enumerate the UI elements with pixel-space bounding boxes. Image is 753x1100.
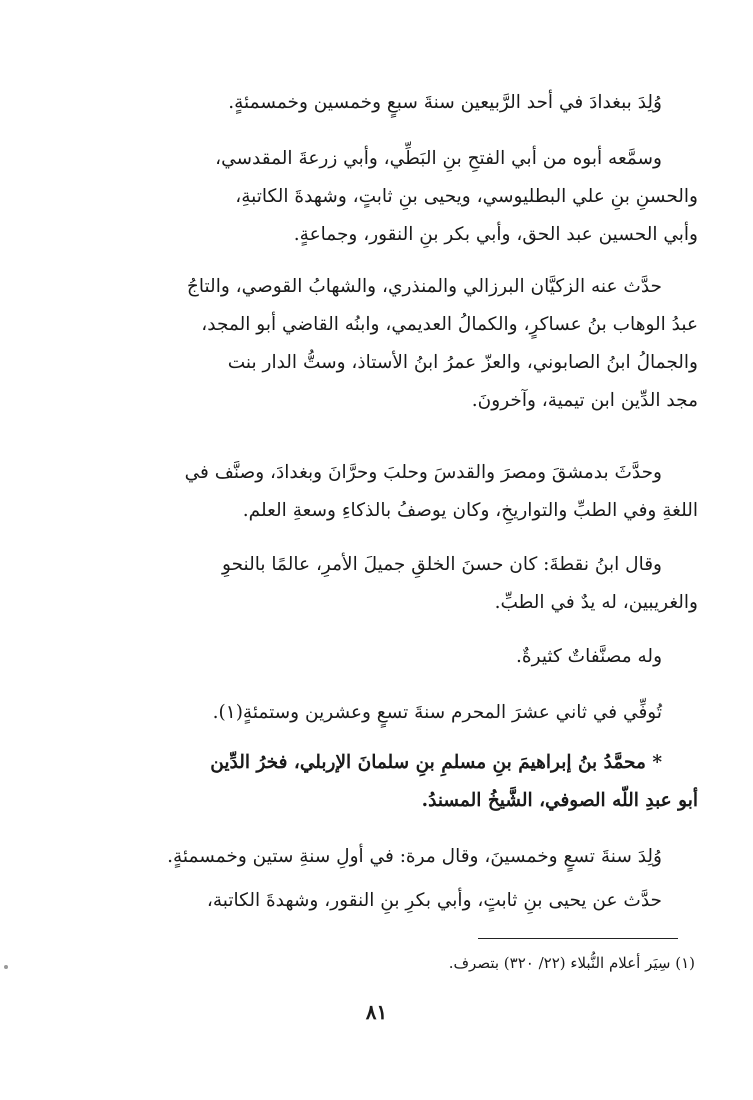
- paragraph-line: والجمالُ ابنُ الصابوني، والعزّ عمرُ ابنُ الأستاذ، وستُّ الدار بنت: [227, 352, 698, 373]
- paragraph-narration: [58, 882, 698, 920]
- paragraph-line: أبو عبدِ اللّه الصوفي، الشَّيخُ المسندُ.: [421, 790, 698, 811]
- footnote: (١) سِيَر أعلام النُّبلاء (٢٢/ ٣٢٠) بتصرف.: [448, 954, 695, 972]
- paragraph-line: وحدَّثَ بدمشقَ ومصرَ والقدسَ وحلبَ وحرَّانَ وبغدادَ، وصنَّف في: [184, 462, 662, 483]
- paragraph-ibn-nuqta: [58, 546, 698, 622]
- paragraph-teachers: [58, 140, 698, 254]
- paragraph-line: والحسنِ بنِ علي البطليوسي، ويحيى بنِ ثابتٍ، وشهدةَ الكاتبةِ،: [235, 186, 698, 207]
- paragraph-death: [58, 694, 698, 732]
- paragraph-travels: [58, 454, 698, 530]
- entry-heading-al-irbili: [58, 744, 698, 820]
- paragraph-line: وُلِدَ ببغدادَ في أحد الرَّبيعين سنةَ سبعٍ وخمسين وخمسمئةٍ.: [228, 92, 662, 113]
- paragraph-line: * محمَّدُ بنُ إبراهيمَ بنِ مسلمِ بنِ سلمانَ الإربلي، فخرُ الدِّين: [210, 752, 662, 773]
- paragraph-line: تُوفِّي في ثاني عشرَ المحرم سنةَ تسعٍ وعشرين وستمئةٍ(١).: [212, 702, 662, 723]
- scan-speck: [4, 965, 8, 969]
- paragraph-line: وسمَّعه أبوه من أبي الفتحِ بنِ البَطِّي، وأبي زرعةَ المقدسي،: [215, 148, 662, 169]
- paragraph-line: وله مصنَّفاتٌ كثيرةٌ.: [516, 646, 662, 667]
- paragraph-line: وأبي الحسين عبد الحق، وأبي بكر بنِ النقور، وجماعةٍ.: [293, 224, 698, 245]
- paragraph-line: والغريبين، له يدٌ في الطبِّ.: [494, 592, 698, 613]
- page-number: ٨١: [365, 1000, 388, 1024]
- paragraph-students: [58, 268, 698, 420]
- paragraph-line: مجد الدِّين ابن تيمية، وآخرونَ.: [471, 390, 698, 411]
- paragraph-birth-2: [58, 838, 698, 876]
- paragraph-line: حدَّث عن يحيى بنِ ثابتٍ، وأبي بكرِ بنِ النقور، وشهدةَ الكاتبة،: [206, 890, 662, 911]
- paragraph-line: حدَّث عنه الزكيَّان البرزالي والمنذري، والشهابُ القوصي، والتاجُ: [186, 276, 662, 297]
- paragraph-line: اللغةِ وفي الطبِّ والتواريخِ، وكان يوصفُ بالذكاءِ وسعةِ العلم.: [242, 500, 698, 521]
- paragraph-line: عبدُ الوهاب بنُ عساكرٍ، والكمالُ العديمي، وابنُه القاضي أبو المجد،: [201, 314, 698, 335]
- paragraph-line: وُلِدَ سنةَ تسعٍ وخمسينَ، وقال مرة: في أولِ سنةِ ستين وخمسمئةٍ.: [167, 846, 662, 867]
- paragraph-works: [58, 638, 698, 676]
- paragraph-birth: [58, 84, 698, 122]
- paragraph-line: وقال ابنُ نقطةَ: كان حسنَ الخلقِ جميلَ الأمرِ، عالمًا بالنحوِ: [222, 554, 662, 575]
- footnote-divider: [478, 938, 678, 939]
